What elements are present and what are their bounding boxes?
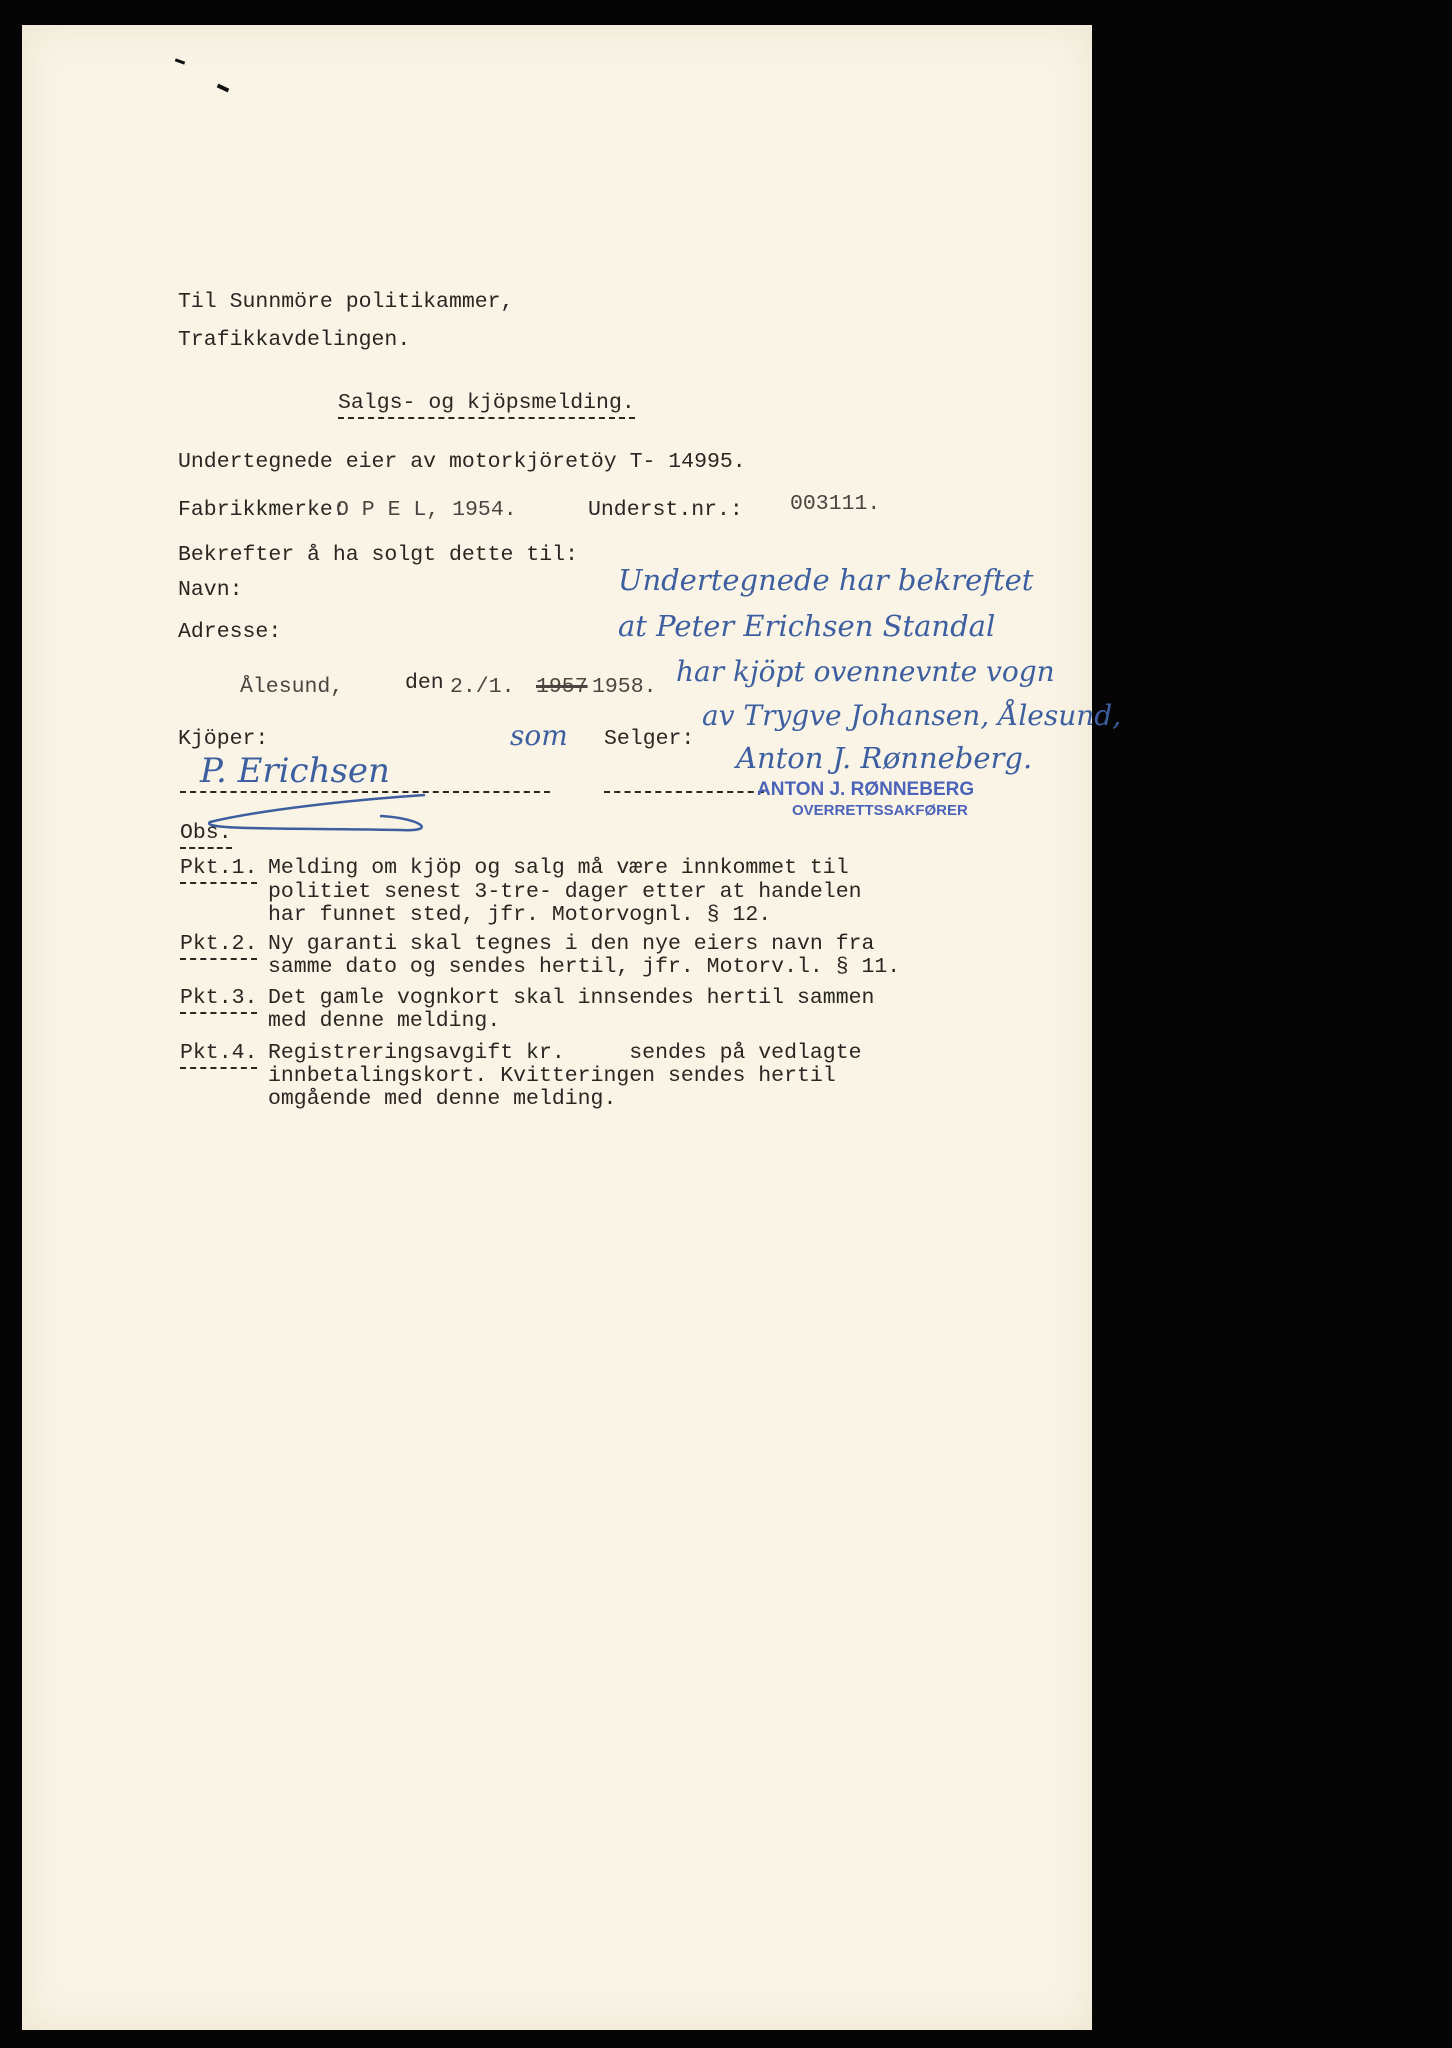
handwritten-note-line-4: av Trygve Johansen, Ålesund, (702, 699, 1122, 732)
chassis-label: Underst.nr.: (588, 498, 743, 522)
note-line: Registreringsavgift kr. sendes på vedlagte (268, 1041, 862, 1065)
note-line: innbetalingskort. Kvitteringen sendes hertil (268, 1064, 836, 1088)
chassis-value: 003111. (790, 492, 881, 516)
recipient-line-1: Til Sunnmöre politikammer, (178, 290, 514, 314)
date-value: 2./1. (450, 675, 515, 699)
note-label: Pkt.2. (180, 934, 257, 960)
signature-flourish (200, 790, 440, 836)
seller-label: Selger: (604, 727, 695, 751)
date-prefix: den (405, 671, 444, 695)
note-line: Det gamle vognkort skal innsendes hertil sammen (268, 986, 875, 1010)
buyer-signature: P. Erichsen (200, 751, 390, 791)
buyer-label: Kjöper: (178, 727, 269, 751)
stamp-title: OVERRETTSSAKFØRER (792, 802, 968, 819)
year: 1958. (592, 675, 657, 699)
stamp-name: ANTON J. RØNNEBERG (757, 779, 975, 800)
note-line: Ny garanti skal tegnes i den nye eiers navn fra (268, 932, 875, 956)
note-line: Melding om kjöp og salg må være innkommet til (268, 856, 849, 880)
handwritten-note-line-2: at Peter Erichsen Standal (618, 609, 996, 643)
note-label: Pkt.1. (180, 858, 257, 884)
place: Ålesund, (240, 675, 344, 699)
make-value: O P E L, 1954. (336, 498, 517, 522)
note-line: samme dato og sendes hertil, jfr. Motorv.l. § 11. (268, 955, 901, 979)
note-line: har funnet sted, jfr. Motorvognl. § 12. (268, 903, 772, 927)
note-label: Pkt.3. (180, 988, 257, 1014)
document-title: Salgs- og kjöpsmelding. (338, 393, 635, 419)
note-line: omgående med denne melding. (268, 1087, 617, 1111)
recipient-line-2: Trafikkavdelingen. (178, 328, 411, 352)
make-label: Fabrikkmerke: (178, 498, 346, 522)
notes-heading: Obs. (180, 823, 232, 849)
handwritten-note-line-3: har kjöpt ovennevnte vogn (676, 655, 1055, 688)
note-line: med denne melding. (268, 1009, 501, 1033)
owner-line: Undertegnede eier av motorkjöretöy T- 14995. (178, 450, 746, 474)
seller-signature: Anton J. Rønneberg. (736, 741, 1033, 775)
confirm-line: Bekrefter å ha solgt dette til: (178, 543, 578, 567)
year-struck: 1957 (536, 675, 588, 699)
handwritten-note-line-1: Undertegnede har bekreftet (618, 563, 1034, 597)
address-label: Adresse: (178, 620, 282, 644)
seller-signature-line (604, 791, 764, 793)
handwritten-word-som: som (510, 719, 568, 752)
note-label: Pkt.4. (180, 1043, 257, 1069)
note-line: politiet senest 3-tre- dager etter at handelen (268, 880, 862, 904)
document-page (22, 25, 1092, 2030)
name-label: Navn: (178, 578, 243, 602)
